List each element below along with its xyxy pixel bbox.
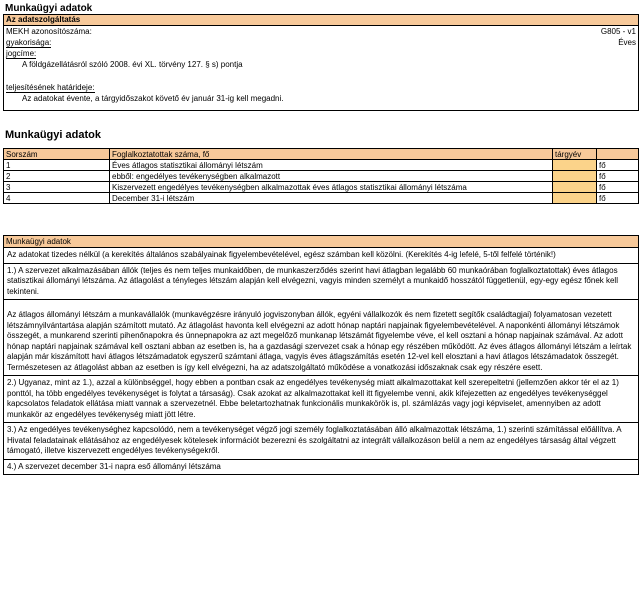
table-row xyxy=(4,160,639,171)
meta-id-value: G805 - v1 xyxy=(600,27,636,36)
notes-intro: Az adatokat tizedes nélkül (a kerekítés általános szabályainak figyelembevételével, egész számban kell közölni. (Kerekítés 4-ig lefelé, 5-től felfelé történik!) xyxy=(4,248,638,264)
meta-deadline-row xyxy=(4,82,638,93)
year-value-input[interactable] xyxy=(553,182,597,193)
meta-deadline-value: Az adatokat évente, a tárgyidőszakot követő év január 31-ig kell megadni. xyxy=(22,94,284,103)
year-value-input[interactable] xyxy=(553,171,597,182)
meta-spacer xyxy=(4,70,638,82)
row-label: ebből: engedélyes tevékenységben alkalmazott xyxy=(110,171,553,182)
row-unit: fő xyxy=(597,182,639,193)
row-number: 3 xyxy=(4,182,110,193)
col-header-label: Foglalkoztatottak száma, fő xyxy=(110,149,553,160)
meta-bottom-spacer xyxy=(4,104,638,110)
row-unit: fő xyxy=(597,171,639,182)
notes-paragraph-5: 4.) A szervezet december 31-i napra eső állományi létszáma xyxy=(7,461,221,471)
section-title: Munkaügyi adatok xyxy=(5,129,101,141)
employment-table xyxy=(3,148,639,204)
col-header-number: Sorszám xyxy=(4,149,110,160)
table-row xyxy=(4,182,639,193)
page-title: Munkaügyi adatok xyxy=(5,3,93,14)
meta-id-label: MEKH azonosítószáma: xyxy=(6,27,92,36)
meta-frequency-value: Éves xyxy=(618,38,636,47)
meta-id-row xyxy=(4,26,638,37)
row-unit: fő xyxy=(597,160,639,171)
row-number: 4 xyxy=(4,193,110,204)
notes-paragraph-1: 1.) A szervezet alkalmazásában állók (teljes és nem teljes munkaidőben, de munkaszerződés szerint havi átlagban legalább 60 munkaórában foglalkoztatottak) éves átlagos statisztikai állományi létszáma. Az átlagolást a tényleges létszám alapján kell elvégezni, vagyis minden személyt a munkaidő hosszától függetlenül, egy-egy egész főnek kell tekinteni. xyxy=(4,264,638,301)
row-unit: fő xyxy=(597,193,639,204)
notes-paragraph-4: 3.) Az engedélyes tevékenységhez kapcsolódó, nem a tevékenységet végző jogi személy foglalkoztatásában álló alkalmazottak létszáma, 1.) szerinti számítással előállítva. A Hivatal feladatainak ellátásához az engedélyesek kötelesek információt bezerezni és szolgáltatni az integrált vállalkozáson belül a nem az engedélyes társaság által végzett támogató, illetve kiszervezett engedélyes tevékenységekről. xyxy=(4,423,638,460)
meta-frequency-label: gyakorisága: xyxy=(6,38,52,47)
row-number: 1 xyxy=(4,160,110,171)
meta-deadline-label: teljesítésének határideje: xyxy=(6,83,95,92)
row-label: Kiszervezett engedélyes tevékenységben alkalmazottak éves átlagos statisztikai állományi létszáma xyxy=(110,182,553,193)
meta-legal-value: A földgázellátásról szóló 2008. évi XL. törvény 127. § s) pontja xyxy=(22,60,243,69)
meta-block xyxy=(3,26,639,111)
notes-paragraph-3: 2.) Ugyanaz, mint az 1.), azzal a különbséggel, hogy ebben a pontban csak az engedélyes tevékenység miatt alkalmazottakat kell szerepeltetni (jellemzően akkor tér el az 1) ponttól, ha több engedélyes tevékenységet is folytat a társaság). Csak azokat az alkalmazottakat kell itt figyelembe venni, akik kifejezetten az engedélyes tevékenységgel kapcsolatos feladatok ellátása miatt vannak a szervezetnél. Ebbe beletartozhatnak funkcionális munkakörök is, pl. számlázás vagy jogi képviselet, amennyiben az adott munkakör az engedélyes tevékenység miatt jött létre. xyxy=(4,376,638,423)
row-number: 2 xyxy=(4,171,110,182)
notes-paragraph-2: Az átlagos állományi létszám a munkavállalók (munkavégzésre irányuló jogviszonyban állók, egyéni vállalkozók és nem fizetett segítők családtagjai) folyamatosan vezetett létszámnyilvántartása alapján számított mutató. Az átlagolást havonta kell elvégezni az adott hónap naptári napjainak figyelembevételével. A naponkénti állományi létszámok összegét, a munkarend szerinti pihenőnapokra és ünnepnapokra az azt megelőző munkanap létszámát figyelembe véve, el kell osztani a hónap napjainak számával. Az adott hónap naptári napjainak számával kell osztani abban az esetben is, ha a gazdasági szervezet csak a hónap egy részében működött. Az éves átlagos állományi létszám a leírtak alapján már kiszámított havi átlagos létszámadatok egyszerű számtani átlaga, vagyis éves átlagszámítás esetén 12-vel kell elosztani a havi átlagos létszámadatok összegét. Természetesen az átlagolást abban az esetben is így kell elvégezni, ha az adatszolgáltató működése a vonatkozási időszaknak csak egy részére esett. xyxy=(4,300,638,376)
table-row xyxy=(4,171,639,182)
notes-block xyxy=(3,235,639,475)
data-supply-section-header: Az adatszolgáltatás xyxy=(3,14,639,26)
row-label: December 31-i létszám xyxy=(110,193,553,204)
meta-frequency-row xyxy=(4,37,638,48)
year-value-input[interactable] xyxy=(553,193,597,204)
row-label: Éves átlagos statisztikai állományi létszám xyxy=(110,160,553,171)
table-header-row xyxy=(4,149,639,160)
meta-legal-row xyxy=(4,48,638,59)
col-header-year: tárgyév xyxy=(553,149,597,160)
year-value-input[interactable] xyxy=(553,160,597,171)
notes-header: Munkaügyi adatok xyxy=(4,236,638,248)
meta-legal-label: jogcíme: xyxy=(6,49,37,58)
col-header-unit xyxy=(597,149,639,160)
table-row xyxy=(4,193,639,204)
